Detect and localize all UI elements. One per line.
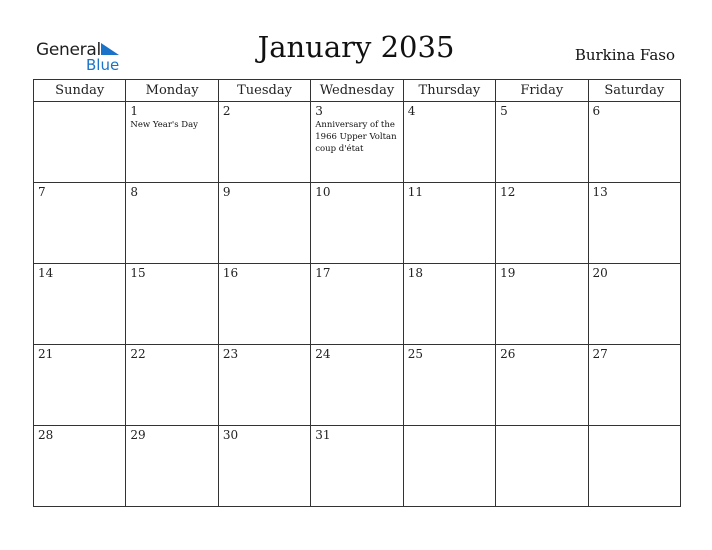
day-cell: [496, 183, 588, 264]
day-cell: [403, 183, 495, 264]
day-cell: [311, 345, 403, 426]
day-number: 5: [500, 104, 508, 118]
day-cell: [588, 102, 680, 183]
day-number: 18: [407, 266, 423, 280]
day-cell: [34, 183, 126, 264]
day-number: 4: [407, 104, 416, 118]
day-cell: [311, 183, 403, 264]
day-cell: [311, 426, 403, 507]
weekday-header: Wednesday: [311, 80, 403, 102]
day-cell: [403, 345, 495, 426]
day-number: 21: [38, 347, 54, 361]
weekday-header: Monday: [126, 80, 218, 102]
day-number: 6: [592, 104, 601, 118]
day-number: 29: [130, 428, 146, 442]
day-number: 17: [315, 266, 331, 280]
day-number: 20: [592, 266, 608, 280]
day-cell: [34, 345, 126, 426]
day-number: 16: [222, 266, 239, 280]
day-number: 13: [592, 185, 608, 199]
week-row: [34, 183, 681, 264]
day-cell: [496, 345, 588, 426]
calendar-grid: [33, 79, 681, 507]
day-cell: [311, 102, 403, 183]
day-cell: [496, 102, 588, 183]
holiday-label: New Year's Day: [130, 120, 198, 130]
day-number: 12: [500, 185, 516, 199]
day-number: 10: [315, 185, 331, 199]
week-row: [34, 102, 681, 183]
day-number: 8: [130, 185, 139, 199]
week-row: [34, 426, 681, 507]
day-number: 24: [315, 347, 331, 361]
day-cell: [588, 264, 680, 345]
day-cell: [126, 264, 218, 345]
logo-text-general: General: [36, 40, 101, 60]
day-cell: [126, 345, 218, 426]
day-cell: [403, 426, 495, 507]
day-number: 23: [222, 347, 239, 361]
day-number: 15: [130, 266, 146, 280]
day-cell: [34, 102, 126, 183]
day-number: 9: [222, 185, 231, 199]
day-number: 22: [130, 347, 146, 361]
weekday-header: Thursday: [403, 80, 495, 102]
week-row: [34, 345, 681, 426]
day-number: 1: [130, 104, 139, 118]
day-cell: [218, 102, 310, 183]
day-number: 7: [38, 185, 46, 199]
weekday-header: Tuesday: [218, 80, 310, 102]
day-number: 25: [407, 347, 423, 361]
day-cell: [403, 102, 495, 183]
holiday-label: Anniversary of the 1966 Upper Voltan coup d'état: [315, 120, 397, 154]
day-cell: [218, 183, 310, 264]
day-cell: [218, 345, 310, 426]
day-cell: [34, 264, 126, 345]
day-cell: [126, 426, 218, 507]
day-cell: [403, 264, 495, 345]
day-cell: [126, 102, 218, 183]
day-number: 2: [222, 104, 231, 118]
day-cell: [218, 264, 310, 345]
logo-text-blue: Blue: [86, 56, 120, 74]
weekday-header: Saturday: [588, 80, 680, 102]
day-number: 28: [38, 428, 54, 442]
weekday-header-row: [34, 80, 681, 102]
day-number: 19: [500, 266, 516, 280]
day-cell: [311, 264, 403, 345]
day-number: 27: [592, 347, 608, 361]
day-cell: [34, 426, 126, 507]
day-cell: [496, 426, 588, 507]
day-number: 26: [500, 347, 516, 361]
day-cell: [126, 183, 218, 264]
day-cell: [588, 426, 680, 507]
day-number: 3: [315, 104, 323, 118]
day-cell: [588, 345, 680, 426]
day-number: 30: [222, 428, 239, 442]
day-number: 31: [315, 428, 331, 442]
weekday-header: Sunday: [34, 80, 126, 102]
day-cell: [588, 183, 680, 264]
week-row: [34, 264, 681, 345]
day-cell: [218, 426, 310, 507]
day-cell: [496, 264, 588, 345]
day-number: 11: [407, 185, 423, 199]
weekday-header: Friday: [496, 80, 588, 102]
day-number: 14: [38, 266, 54, 280]
page-title: January 2035: [257, 30, 455, 64]
country-label: Burkina Faso: [574, 46, 675, 64]
